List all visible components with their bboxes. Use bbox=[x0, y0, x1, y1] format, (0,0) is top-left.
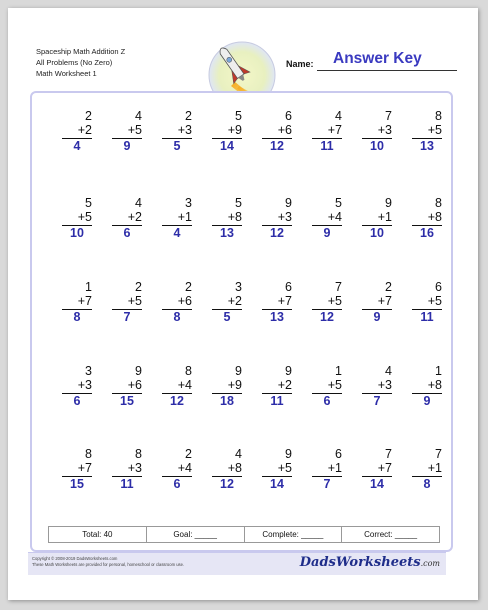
addition-problem bbox=[394, 364, 442, 408]
addend-top: 1 bbox=[335, 364, 342, 378]
answer-value: 12 bbox=[170, 394, 184, 409]
answer-value: 9 bbox=[323, 226, 331, 241]
answer-value: 10 bbox=[70, 226, 84, 241]
addition-problem bbox=[144, 109, 192, 153]
addend-bottom: +5 bbox=[427, 294, 442, 308]
answer-value: 16 bbox=[420, 226, 434, 241]
addend-bottom: +8 bbox=[427, 378, 442, 392]
addend-top: 2 bbox=[135, 280, 142, 294]
addend-bottom: +5 bbox=[427, 123, 442, 137]
addition-problem bbox=[344, 280, 392, 324]
addition-problem bbox=[44, 280, 92, 324]
answer-value: 5 bbox=[223, 310, 231, 325]
addition-problem bbox=[144, 280, 192, 324]
addend-bottom: +9 bbox=[227, 378, 242, 392]
answer-value: 4 bbox=[173, 226, 181, 241]
addition-problem bbox=[244, 196, 292, 240]
addend-top: 8 bbox=[85, 447, 92, 461]
answer-value: 6 bbox=[73, 394, 81, 409]
name-line bbox=[317, 70, 457, 71]
answer-value: 15 bbox=[70, 477, 84, 492]
worksheet-title bbox=[36, 46, 125, 79]
addend-bottom: +7 bbox=[77, 294, 92, 308]
addend-bottom: +1 bbox=[177, 210, 192, 224]
addition-problem bbox=[294, 447, 342, 491]
addition-problem bbox=[44, 109, 92, 153]
addition-problem bbox=[194, 196, 242, 240]
addend-top: 1 bbox=[85, 280, 92, 294]
addend-bottom: +5 bbox=[277, 461, 292, 475]
addition-problem bbox=[44, 447, 92, 491]
addition-problem bbox=[394, 109, 442, 153]
addend-top: 6 bbox=[435, 280, 442, 294]
addend-top: 8 bbox=[435, 109, 442, 123]
addend-top: 2 bbox=[185, 447, 192, 461]
title-line-3: Math Worksheet 1 bbox=[36, 69, 97, 78]
addend-bottom: +4 bbox=[327, 210, 342, 224]
addend-bottom: +6 bbox=[127, 378, 142, 392]
answer-value: 5 bbox=[173, 139, 181, 154]
addend-top: 4 bbox=[135, 109, 142, 123]
answer-value: 12 bbox=[320, 310, 334, 325]
addition-problem bbox=[144, 447, 192, 491]
addition-problem bbox=[294, 364, 342, 408]
addend-bottom: +2 bbox=[227, 294, 242, 308]
addend-top: 3 bbox=[235, 280, 242, 294]
addend-bottom: +8 bbox=[427, 210, 442, 224]
addition-problem bbox=[94, 109, 142, 153]
addend-top: 7 bbox=[435, 447, 442, 461]
addend-top: 2 bbox=[185, 280, 192, 294]
total-count: Total: 40 bbox=[49, 527, 147, 542]
addend-top: 7 bbox=[335, 280, 342, 294]
addition-problem bbox=[194, 280, 242, 324]
addition-problem bbox=[394, 447, 442, 491]
complete-field: Complete: _____ bbox=[245, 527, 343, 542]
title-line-2: All Problems (No Zero) bbox=[36, 58, 113, 67]
addend-top: 5 bbox=[235, 196, 242, 210]
brand-logo bbox=[300, 555, 440, 570]
addend-top: 9 bbox=[285, 196, 292, 210]
addition-problem bbox=[144, 364, 192, 408]
addend-bottom: +2 bbox=[127, 210, 142, 224]
totals-bar bbox=[48, 526, 440, 543]
addend-bottom: +5 bbox=[127, 123, 142, 137]
answer-value: 8 bbox=[173, 310, 181, 325]
answer-value: 13 bbox=[270, 310, 284, 325]
answer-value: 9 bbox=[373, 310, 381, 325]
addend-bottom: +2 bbox=[277, 378, 292, 392]
addend-top: 4 bbox=[235, 447, 242, 461]
problems-grid bbox=[40, 107, 440, 497]
addend-top: 2 bbox=[85, 109, 92, 123]
addend-top: 7 bbox=[385, 447, 392, 461]
answer-value: 8 bbox=[423, 477, 431, 492]
addend-top: 9 bbox=[285, 364, 292, 378]
addend-bottom: +5 bbox=[127, 294, 142, 308]
answer-value: 10 bbox=[370, 139, 384, 154]
answer-value: 11 bbox=[420, 310, 434, 325]
addend-top: 4 bbox=[335, 109, 342, 123]
addend-bottom: +7 bbox=[277, 294, 292, 308]
answer-value: 15 bbox=[120, 394, 134, 409]
addend-bottom: +2 bbox=[77, 123, 92, 137]
addition-problem bbox=[344, 196, 392, 240]
addition-problem bbox=[244, 447, 292, 491]
addend-bottom: +6 bbox=[177, 294, 192, 308]
answer-value: 6 bbox=[173, 477, 181, 492]
answer-value: 13 bbox=[420, 139, 434, 154]
answer-value: 14 bbox=[270, 477, 284, 492]
answer-value: 11 bbox=[320, 139, 334, 154]
addend-bottom: +1 bbox=[377, 210, 392, 224]
answer-value: 7 bbox=[373, 394, 381, 409]
addend-top: 5 bbox=[235, 109, 242, 123]
answer-value: 14 bbox=[370, 477, 384, 492]
addend-bottom: +5 bbox=[77, 210, 92, 224]
answer-value: 14 bbox=[220, 139, 234, 154]
goal-field: Goal: _____ bbox=[147, 527, 245, 542]
addend-bottom: +3 bbox=[377, 123, 392, 137]
addend-bottom: +7 bbox=[377, 461, 392, 475]
footer bbox=[28, 552, 446, 575]
addend-bottom: +3 bbox=[127, 461, 142, 475]
addend-top: 6 bbox=[335, 447, 342, 461]
addition-problem bbox=[94, 280, 142, 324]
addend-bottom: +5 bbox=[327, 294, 342, 308]
name-label: Name: bbox=[286, 59, 314, 69]
addend-bottom: +4 bbox=[177, 461, 192, 475]
addend-bottom: +1 bbox=[327, 461, 342, 475]
answer-value: 12 bbox=[270, 139, 284, 154]
addend-bottom: +7 bbox=[327, 123, 342, 137]
addition-problem bbox=[344, 447, 392, 491]
addition-problem bbox=[194, 447, 242, 491]
addend-top: 9 bbox=[235, 364, 242, 378]
addition-problem bbox=[144, 196, 192, 240]
addend-top: 5 bbox=[335, 196, 342, 210]
addition-problem bbox=[344, 364, 392, 408]
addend-bottom: +8 bbox=[227, 210, 242, 224]
addend-top: 8 bbox=[135, 447, 142, 461]
title-line-1: Spaceship Math Addition Z bbox=[36, 47, 126, 56]
answer-value: 12 bbox=[220, 477, 234, 492]
answer-value: 9 bbox=[423, 394, 431, 409]
addend-top: 8 bbox=[435, 196, 442, 210]
addend-bottom: +9 bbox=[227, 123, 242, 137]
addend-top: 4 bbox=[385, 364, 392, 378]
addition-problem bbox=[94, 196, 142, 240]
copyright-text bbox=[32, 556, 184, 568]
addition-problem bbox=[344, 109, 392, 153]
addition-problem bbox=[194, 364, 242, 408]
addition-problem bbox=[294, 280, 342, 324]
brand-suffix: .com bbox=[420, 559, 440, 568]
addend-bottom: +7 bbox=[377, 294, 392, 308]
answer-value: 7 bbox=[323, 477, 331, 492]
answer-value: 11 bbox=[270, 394, 284, 409]
answer-value: 12 bbox=[270, 226, 284, 241]
addend-bottom: +3 bbox=[277, 210, 292, 224]
addend-bottom: +3 bbox=[377, 378, 392, 392]
answer-value: 18 bbox=[220, 394, 234, 409]
answer-value: 6 bbox=[123, 226, 131, 241]
addition-problem bbox=[94, 364, 142, 408]
addition-problem bbox=[244, 109, 292, 153]
brand-name: DadsWorksheets bbox=[299, 555, 421, 570]
addend-top: 3 bbox=[85, 364, 92, 378]
addend-bottom: +4 bbox=[177, 378, 192, 392]
addend-top: 9 bbox=[285, 447, 292, 461]
addend-top: 3 bbox=[185, 196, 192, 210]
addend-top: 2 bbox=[385, 280, 392, 294]
answer-value: 7 bbox=[123, 310, 131, 325]
addition-problem bbox=[394, 196, 442, 240]
addend-top: 9 bbox=[135, 364, 142, 378]
addend-bottom: +6 bbox=[277, 123, 292, 137]
copyright-line-1: Copyright © 2008-2019 DadsWorksheets.com bbox=[32, 556, 118, 561]
answer-value: 11 bbox=[120, 477, 134, 492]
addition-problem bbox=[94, 447, 142, 491]
answer-key-heading: Answer Key bbox=[333, 50, 422, 67]
answer-value: 10 bbox=[370, 226, 384, 241]
correct-field: Correct: _____ bbox=[364, 530, 418, 539]
addition-problem bbox=[294, 196, 342, 240]
addition-problem bbox=[194, 109, 242, 153]
addend-bottom: +1 bbox=[427, 461, 442, 475]
addend-bottom: +5 bbox=[327, 378, 342, 392]
answer-value: 4 bbox=[73, 139, 81, 154]
addition-problem bbox=[44, 196, 92, 240]
answer-value: 9 bbox=[123, 139, 131, 154]
addend-top: 6 bbox=[285, 109, 292, 123]
addend-top: 4 bbox=[135, 196, 142, 210]
addition-problem bbox=[244, 280, 292, 324]
addend-top: 7 bbox=[385, 109, 392, 123]
addend-top: 6 bbox=[285, 280, 292, 294]
answer-value: 13 bbox=[220, 226, 234, 241]
addend-bottom: +3 bbox=[77, 378, 92, 392]
addend-top: 5 bbox=[85, 196, 92, 210]
addend-bottom: +8 bbox=[227, 461, 242, 475]
addend-bottom: +3 bbox=[177, 123, 192, 137]
answer-value: 6 bbox=[323, 394, 331, 409]
addend-top: 8 bbox=[185, 364, 192, 378]
addend-top: 1 bbox=[435, 364, 442, 378]
addition-problem bbox=[44, 364, 92, 408]
addend-top: 9 bbox=[385, 196, 392, 210]
addend-bottom: +7 bbox=[77, 461, 92, 475]
copyright-line-2: These Math Worksheets are provided for personal, homeschool or classroom use. bbox=[32, 562, 185, 567]
addition-problem bbox=[394, 280, 442, 324]
answer-value: 8 bbox=[73, 310, 81, 325]
addition-problem bbox=[244, 364, 292, 408]
addition-problem bbox=[294, 109, 342, 153]
addend-top: 2 bbox=[185, 109, 192, 123]
